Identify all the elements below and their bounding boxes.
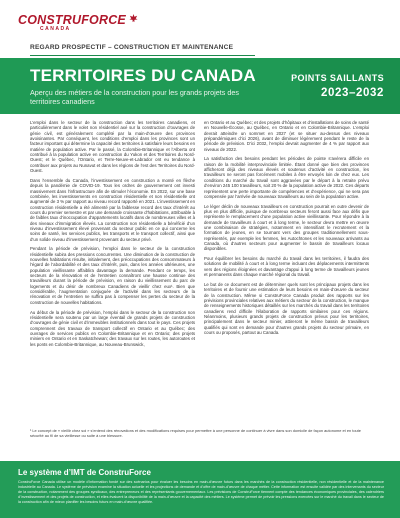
right-paragraph: La satisfaction des besoins pendant les périodes de pointe s’avérera difficile en raison de la mobilité interprovinciale limitée. Étant donné que bien des provinces afficheront déjà des niveaux élevés et soutenus d’activité en construction, les travailleurs ne seront pas forcément mobiles à être envoyés loin de chez eux. Les conditions du marché du travail sont aggravées par le départ à la retraite prévu d’environ 245 100 travailleurs, soit 20 % de la population active de 2022. Ces départs représentent une perte importante de compétences et d’expérience, qui ne sera pas compensée par l’arrivée de nouveaux travailleurs au sein de la population active. [204, 156, 369, 199]
page-subtitle: Aperçu des métiers de la construction pour les grands projets des territoires canadiens [30, 88, 239, 106]
footer-title: Le système d’IMT de ConstruForce [18, 468, 151, 477]
title-banner [0, 58, 400, 114]
highlights-years: 2023–2032 [321, 87, 384, 99]
footer-text: ConstruForce Canada utilise un modèle d’information fondé sur des scénarios pour évaluer les besoins en main-d’œuvre futurs dans les marchés de la construction résidentielle, non résidentielle et de la maintenance industrielle au Canada. Le système de prévision examine la situation actuelle et les projections de demande et d’offre de main-d’œuvre de chaque métier. Cette information est ensuite validée par des intervenants du secteur de la construction, notamment des groupes syndicaux, des entrepreneurs et des représentants gouvernementaux. Les prévisions de ConstruForce tiennent compte des tendances économiques provinciales, des calendriers d’investissement et des projets de construction, et elles évaluent la disponibilité de la main-d’œuvre et la capacité des métiers. Le système permet de prévoir les pressions exercées sur le marché du travail dans le secteur de la construction afin de mieux planifier les besoins futurs en main-d’œuvre qualifiée. [18, 480, 384, 504]
canada-map-badge-icon [314, 22, 354, 56]
logo-wordmark: CONSTRUFORCE [18, 13, 126, 27]
maple-leaf-icon [129, 14, 138, 23]
left-paragraph: Dans l’ensemble du Canada, l’investissement en construction a monté en flèche depuis la pandémie de COVID-19. Tous les ordres de gouvernement ont investi massivement dans l’infrastructure afin de stimuler l’économie. En 2022, sur une base combinée, les investissements en construction résidentielle et non résidentielle ont augmenté de 3 % par rapport au niveau record rapporté en 2021. L’investissement en construction résidentielle a été alimenté par la faiblesse record des taux d’intérêt au cours du premier semestre et par une demande croissante d’habitations, attribuable à de faibles taux d’inoccupation d’appartements locatifs dans de nombreuses villes et à des niveaux d’immigration élevés. La construction non résidentielle a bénéficié d’un niveau d’investissement élevé provenant du secteur public en ce qui concerne les soins de santé, les services publics, les transports et le transport collectif, ainsi que d’un solide niveau d’investissement provenant du secteur privé. [30, 177, 195, 242]
right-paragraph: en Ontario et au Québec; et des projets d’hôpitaux et d’installations de soins de santé en Nouvelle-Écosse, au Québec, en Ontario et en Colombie-Britannique. L’emploi devrait atteindre un sommet en 2027 (et se situer au-dessus des niveaux prépandémiques d’ici 2026), avant de diminuer légèrement pendant le reste de la période de prévision. D’ici 2032, l’emploi devrait augmenter de 4 % par rapport aux niveaux de 2022. [204, 120, 369, 152]
left-column [30, 120, 195, 351]
kicker-rule [30, 55, 255, 56]
left-paragraph: Pendant la période de prévision, l’emploi dans le secteur de la construction résidentielle subira des pressions concurrentes. Une diminution de la construction de nouvelles habitations résulte, initialement, des préoccupations des consommateurs à l’égard de l’abordabilité et des taux d’intérêt, puis, dans les années ultérieures, une population vieillissante affaiblira davantage la demande. Pendant ce temps, les secteurs de la rénovation et de l’entretien connaîtront une hausse continue des travailleurs durant la période de prévision, en raison du vieillissement du parc de logements et du désir de nombreux Canadiens de vieillir chez eux¹. Bien que considérable, l’augmentation conjuguée de l’activité dans les secteurs de la rénovation et de l’entretien ne suffira pas à compenser les pertes du secteur de la construction de nouvelles habitations. [30, 246, 195, 305]
right-paragraph: Pour équilibrer les besoins du marché du travail dans les territoires, il faudra des solutions de mobilité à court et à long terme incluant des déplacements intermittents vers des régions éloignées et davantage d’appui à long terme de travailleurs jeunes et permanents dans chaque marché régional du travail. [204, 256, 369, 278]
footnote: ¹ Le concept de « vieillir chez soi » s’entend des rénovations et des modifications requises pour permettre à une personne de continuer à vivre dans son domicile de façon autonome et en toute sécurité au fil de sa vieillesse ou suite à une blessure. [30, 428, 361, 438]
left-paragraph: Au début de la période de prévision, l’emploi dans le secteur de la construction non résidentielle sera soutenu par un large éventail de grands projets de construction d’ouvrages de génie civil et d’immeubles institutionnels dans tout le pays. Ces projets comprennent des travaux de transport collectif en Ontario et au Québec; des ouvrages de services publics en Colombie-Britannique et en Ontario; des projets miniers en Ontario et en Saskatchewan; des travaux sur les routes, les autoroutes et les ponts en Colombie-Britannique, au Nouveau-Brunswick, [30, 309, 195, 347]
highlights-title: POINTS SAILLANTS [291, 73, 384, 83]
left-paragraph: L’emploi dans le secteur de la construction dans les territoires canadiens, et particulièrement dans le volet non résidentiel axé sur la construction d’ouvrages de génie civil, est généralement complété par la main-d’œuvre des provinces avoisinantes. Par conséquent, les conditions d’emploi dans les provinces sont un facteur important qui détermine la capacité des territoires à satisfaire leurs besoins en matière de population active. Par le passé, la Colombie-Britannique et l’Alberta ont contribué à la population active en construction du Yukon et des Territoires du Nord-Ouest; et le Québec, l’Ontario, et Terre-Neuve-et-Labrador ont eu tendance à contribuer aux projets au Nunavut et dans les régions de l’est des Territoires du Nord-Ouest. [30, 120, 195, 174]
section-kicker: REGARD PROSPECTIF – CONSTRUCTION ET MAINTENANCE [30, 44, 234, 51]
footer-box [0, 461, 400, 518]
right-paragraph: Le léger déclin de nouveaux travailleurs en construction pourrait en outre devenir de plus en plus difficile, puisque de nombreux secteurs feront aussi face aux défis que représente le remplacement d’une population active vieillissante. Pour répondre à la demande de travailleurs à court et à long terme, le secteur devra mettre en œuvre une combinaison de stratégies, notamment en intensifiant le recrutement et la formation de jeunes, en se tournant vers des groupes traditionnellement sous-représentés, par exemple les femmes, les Autochtones et les nouveaux arrivants au Canada, où d’autres secteurs pour augmenter le bassin de travailleurs locaux disponibles. [204, 203, 369, 252]
logo-subtitle: CANADA [40, 26, 71, 32]
construforce-logo [18, 13, 138, 32]
right-paragraph: Le but de ce document est de déterminer quels sont les principaux projets dans les territoires et de fournir une estimation de leurs besoins en main-d’œuvre du secteur de la construction. Même si ConstruForce Canada produit des rapports sur les prévisions provinciales relatives aux métiers du secteur de la construction, le manque de renseignements historiques détaillés sur les marchés du travail dans les territoires canadiens rend difficile l’élaboration de rapports similaires pour ces régions. Néanmoins, plusieurs grands projets de construction prévus pour les territoires, principalement dans le secteur minier, attireront le même bassin de travailleurs qualifiés qui sont en demande pour d’autres grands projets du secteur primaire, en cours ou proposés, partout au Canada. [204, 281, 369, 335]
right-column [204, 120, 369, 340]
page-title: TERRITOIRES DU CANADA [30, 66, 256, 85]
highlights-label [291, 73, 384, 99]
